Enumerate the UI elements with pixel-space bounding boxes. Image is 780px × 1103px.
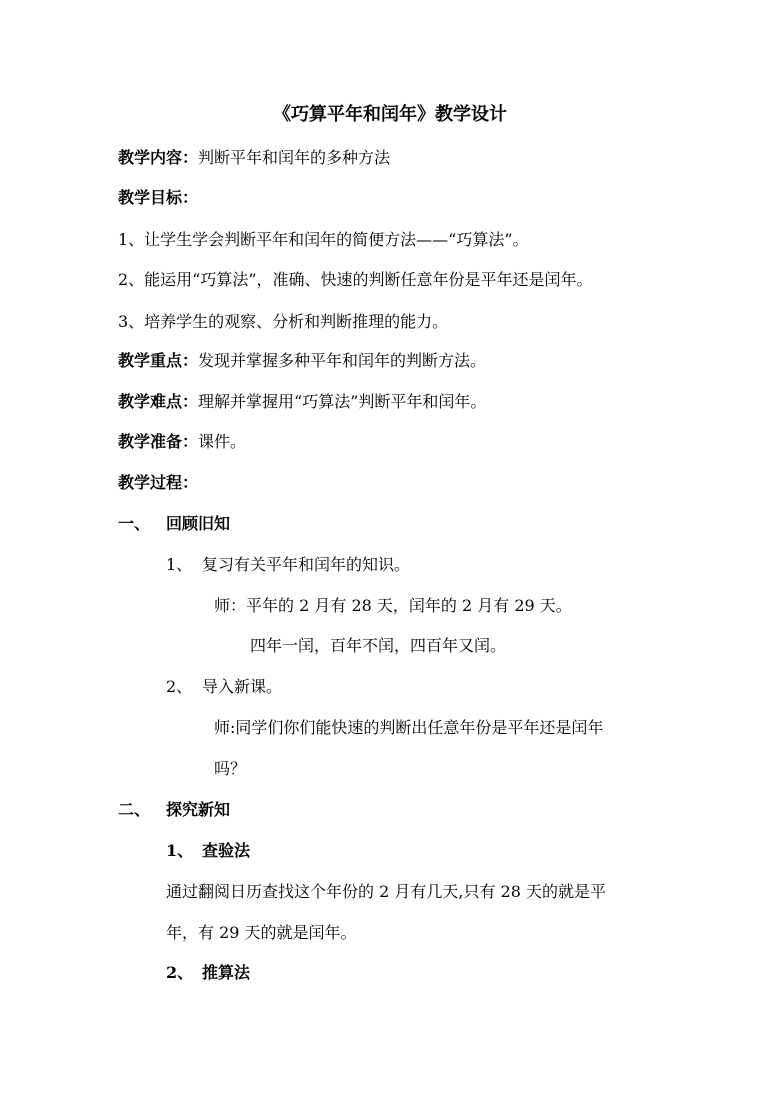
step-text-line: 吗？: [214, 759, 247, 778]
difficulty-label: 教学难点：: [118, 392, 199, 411]
step-title: 复习有关平年和闰年的知识。: [202, 555, 411, 574]
key-point-line: [118, 353, 486, 369]
document-title: 《巧算平年和闰年》教学设计: [273, 104, 507, 125]
step-title: 导入新课。: [202, 677, 283, 696]
step-text-line: 通过翻阅日历查找这个年份的 2 月有几天,只有 28 天的就是平: [166, 882, 606, 901]
step-number: 1、: [166, 841, 194, 860]
process-label: 教学过程：: [118, 473, 199, 492]
difficulty-text: 理解并掌握用“巧算法”判断平年和闰年。: [198, 392, 487, 411]
difficulty-line: [118, 394, 486, 410]
objectives-label: 教学目标：: [118, 188, 199, 207]
content-text: 判断平年和闰年的多种方法: [198, 148, 391, 167]
preparation-line: [118, 434, 246, 450]
content-label: 教学内容：: [118, 148, 199, 167]
section-number: 一、: [118, 514, 151, 533]
preparation-label: 教学准备：: [118, 432, 199, 451]
step-text-line: 师:同学们你们能快速的判断出任意年份是平年还是闰年: [214, 718, 604, 737]
key-point-label: 教学重点：: [118, 351, 199, 370]
content-line: [118, 150, 390, 166]
step-title: 推算法: [202, 963, 251, 982]
key-point-text: 发现并掌握多种平年和闰年的判断方法。: [198, 351, 487, 370]
section-number: 二、: [118, 800, 151, 819]
section-title: 回顾旧知: [166, 514, 231, 533]
objective-item: 2、能运用“巧算法”，准确、快速的判断任意年份是平年还是闰年。: [118, 270, 593, 289]
step-number: 2、: [166, 963, 194, 982]
objective-item: 3、培养学生的观察、分析和判断推理的能力。: [118, 312, 449, 331]
step-text-line: 年，有 29 天的就是闰年。: [166, 923, 357, 942]
step-number: 2、: [166, 677, 193, 696]
section-title: 探究新知: [166, 800, 231, 819]
preparation-text: 课件。: [198, 432, 247, 451]
step-text-line: 师：平年的 2 月有 28 天，闰年的 2 月有 29 天。: [214, 596, 572, 615]
step-title: 查验法: [202, 841, 251, 860]
step-number: 1、: [166, 555, 193, 574]
step-text-line: 四年一闰，百年不闰，四百年又闰。: [250, 636, 507, 655]
objective-item: 1、让学生学会判断平年和闰年的简便方法——“巧算法”。: [118, 230, 529, 249]
